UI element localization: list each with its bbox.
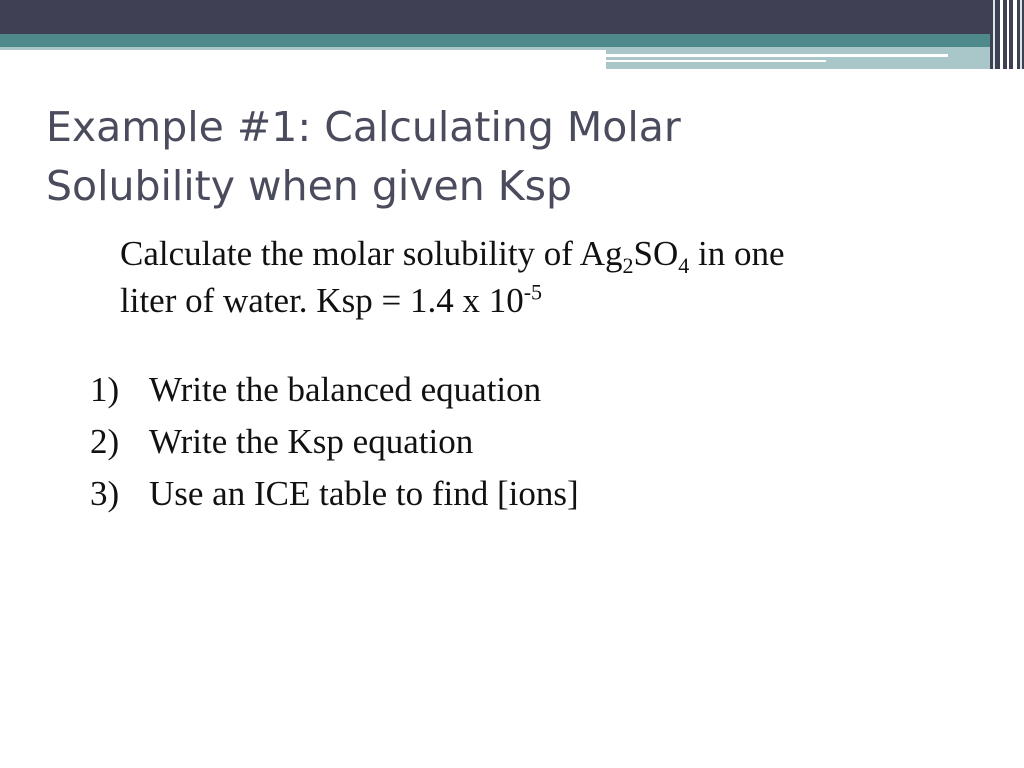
step-number: 3) — [90, 474, 120, 513]
problem-text: liter of water. Ksp = 1.4 x 10 — [120, 281, 524, 320]
slide-title-line-1: Example #1: Calculating Molar — [46, 103, 681, 151]
problem-text: SO — [633, 234, 679, 273]
list-item — [90, 468, 950, 520]
step-number: 1) — [90, 370, 120, 409]
subscript: 2 — [622, 253, 634, 278]
step-text: Write the balanced equation — [149, 370, 542, 409]
steps-list — [90, 364, 950, 520]
slide-title — [46, 98, 946, 216]
header-stripe — [1013, 0, 1017, 69]
header-accent-line — [606, 54, 948, 57]
header-stripe — [1020, 0, 1022, 69]
superscript: -5 — [523, 279, 543, 305]
header-stripe — [1007, 0, 1009, 69]
header-accent-line — [606, 60, 826, 62]
list-item — [90, 364, 950, 416]
header-stripe — [1000, 0, 1003, 69]
step-text: Write the Ksp equation — [149, 422, 474, 461]
header-dark-band — [0, 0, 1024, 34]
step-text: Use an ICE table to find [ions] — [149, 474, 579, 513]
list-item — [90, 416, 950, 468]
slide-title-line-2: Solubility when given Ksp — [46, 162, 573, 210]
header-stripe — [993, 0, 995, 69]
problem-statement — [120, 230, 980, 324]
problem-text: in one — [689, 234, 785, 273]
step-number: 2) — [90, 422, 120, 461]
problem-text: Calculate the molar solubility of Ag — [120, 234, 623, 273]
header-teal-band — [0, 34, 1024, 47]
subscript: 4 — [678, 253, 690, 278]
header-accent-block — [606, 47, 1024, 69]
